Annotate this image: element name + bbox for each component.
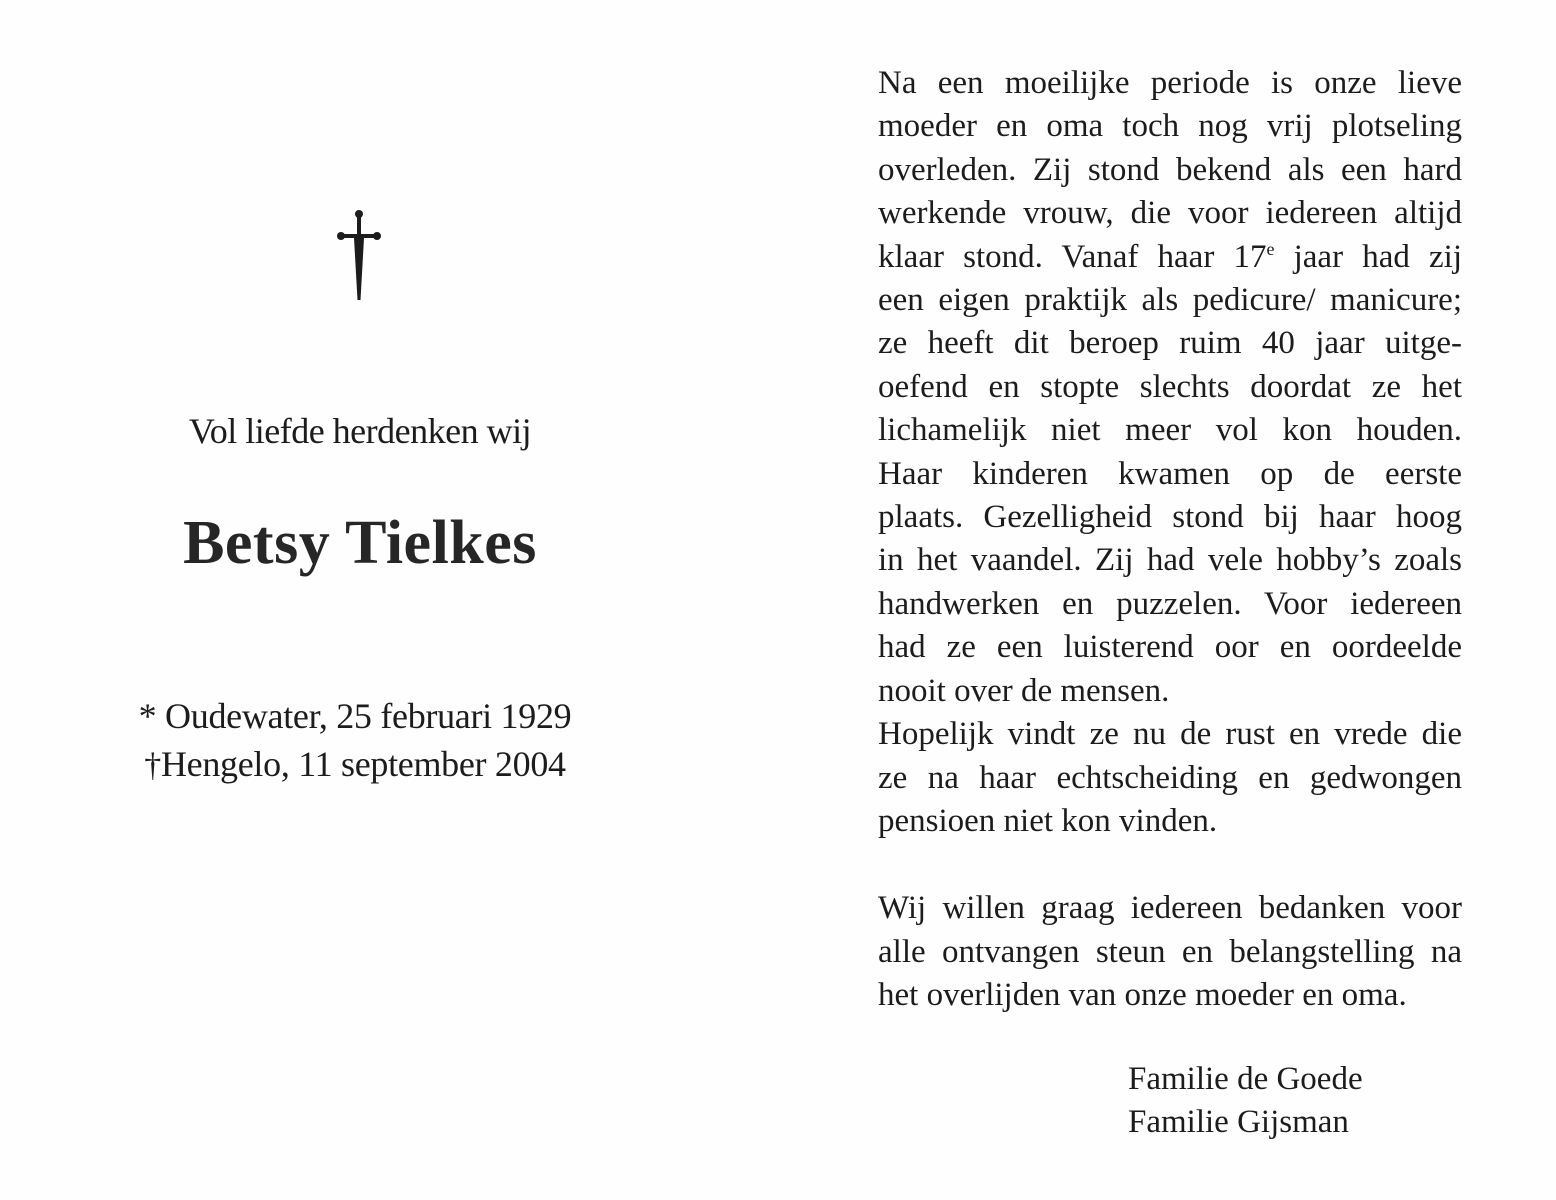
text-line: alle ontvangen steun en belangstelling na bbox=[878, 933, 1462, 970]
death-line bbox=[0, 740, 710, 790]
text-line-with-superscript bbox=[878, 236, 1462, 279]
text-line: had ze een luisterend oor en oordeelde bbox=[878, 629, 1462, 666]
text-line: plaats. Gezelligheid stond bij haar hoog bbox=[878, 499, 1462, 536]
dagger-symbol: † bbox=[144, 747, 161, 784]
signature-line: Familie de Goede bbox=[1128, 1061, 1363, 1097]
text-line: werkende vrouw, die voor iedereen altijd bbox=[878, 195, 1462, 232]
text-line: Haar kinderen kwamen op de eerste bbox=[878, 455, 1462, 492]
death-text: Hengelo, 11 september 2004 bbox=[160, 744, 566, 784]
intro-text: Vol liefde herdenken wij bbox=[188, 411, 532, 451]
right-panel bbox=[878, 62, 1462, 1018]
text-line-part: jaar had zij bbox=[1274, 238, 1462, 275]
text-line: nooit over de mensen. bbox=[878, 672, 1170, 709]
left-panel bbox=[0, 0, 720, 1200]
text-line: moeder en oma toch nog vrij plotseling bbox=[878, 108, 1462, 145]
deceased-name: Betsy Tielkes bbox=[183, 509, 537, 577]
cross-icon bbox=[333, 206, 385, 302]
text-line: overleden. Zij stond bekend als een hard bbox=[878, 151, 1462, 188]
text-line: een eigen praktijk als pedicure/ manicure; bbox=[878, 282, 1462, 319]
text-line: pensioen niet kon vinden. bbox=[878, 802, 1218, 839]
superscript-e: e bbox=[1266, 238, 1275, 259]
text-line: Hopelijk vindt ze nu de rust en vrede die bbox=[878, 716, 1462, 753]
signature-line: Familie Gijsman bbox=[1128, 1104, 1349, 1140]
text-line: handwerken en puzzelen. Voor iedereen bbox=[878, 585, 1462, 622]
text-line: oefend en stopte slechts doordat ze het bbox=[878, 368, 1462, 405]
birth-line: * Oudewater, 25 februari 1929 bbox=[138, 696, 572, 736]
text-line: Na een moeilijke periode is onze lieve bbox=[878, 65, 1462, 101]
text-line: in het vaandel. Zij had vele hobby’s zoals bbox=[878, 542, 1462, 579]
obituary-paragraph bbox=[878, 62, 1462, 843]
text-line: Wij willen graag iedereen bedanken voor bbox=[878, 890, 1462, 927]
text-line: lichamelijk niet meer vol kon houden. bbox=[878, 412, 1462, 449]
text-line-part: klaar stond. Vanaf haar 17 bbox=[878, 238, 1267, 275]
text-line: het overlijden van onze moeder en oma. bbox=[878, 977, 1407, 1014]
thanks-paragraph bbox=[878, 887, 1462, 1017]
signature-block bbox=[1128, 1058, 1363, 1144]
life-dates bbox=[0, 692, 710, 790]
text-line: ze heeft dit beroep ruim 40 jaar uitge- bbox=[878, 325, 1462, 362]
text-line: ze na haar echtscheiding en gedwongen bbox=[878, 759, 1462, 796]
